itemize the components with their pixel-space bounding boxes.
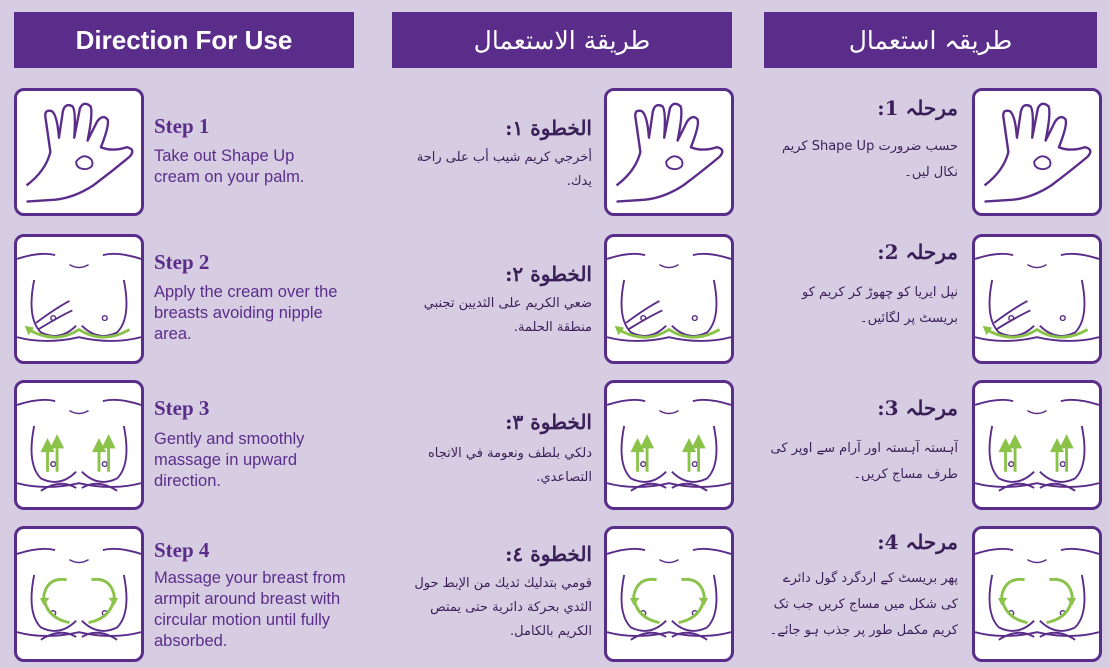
step-1-urdu-title: مرحلہ 1: xyxy=(877,96,958,120)
step-3-urdu-title: مرحلہ 3: xyxy=(877,396,958,420)
arabic-header: طريقة الاستعمال xyxy=(392,12,732,68)
step-2-arabic-text: ضعي الكريم على الثديين تجنبي منطقة الحلمة. xyxy=(423,296,592,335)
english-header: Direction For Use xyxy=(14,12,354,68)
step-2-arabic-icon xyxy=(604,234,734,364)
step-4-text: Massage your breast from armpit around breast with circular motion until fully absorbed. xyxy=(154,569,346,650)
step-2-text: Apply the cream over the breasts avoiding nipple area. xyxy=(154,283,338,343)
step-2-urdu-text: نپل ایریا کو چھوڑ کر کریم کو بریسٹ پر لگائیں۔ xyxy=(802,285,958,326)
step-2-arabic-title: الخطوة ٢: xyxy=(505,262,592,286)
step-2-urdu-icon xyxy=(972,234,1102,364)
step-4-urdu-text: پھر بریسٹ کے اردگرد گول دائرے کی شکل میں مساج کریں جب تک کریم مکمل طور پر جذب ہو جائے۔ xyxy=(769,571,958,638)
step-4-arabic-title: الخطوة ٤: xyxy=(505,542,592,566)
step-3-english-icon xyxy=(14,380,144,510)
step-3-urdu-text: آہستہ آہستہ اور آرام سے اوپر کی طرف مساج کریں۔ xyxy=(770,441,958,482)
step-1-text: Take out Shape Up cream on your palm. xyxy=(154,147,305,186)
step-3-text: Gently and smoothly massage in upward direction. xyxy=(154,430,305,490)
step-2-title: Step 2 xyxy=(154,250,210,274)
step-4-arabic-icon xyxy=(604,526,734,662)
step-1-urdu-icon xyxy=(972,88,1102,216)
step-1-english-icon xyxy=(14,88,144,216)
urdu-header: طریقہ استعمال xyxy=(764,12,1097,68)
step-4-arabic-text: قومي بتدليك ثديك من الإبط حول الثدي بحركة دائرية حتى يمتص الكريم بالكامل. xyxy=(414,576,592,639)
step-2-english-icon xyxy=(14,234,144,364)
step-1-title: Step 1 xyxy=(154,114,210,138)
step-3-arabic-icon xyxy=(604,380,734,510)
step-3-urdu-icon xyxy=(972,380,1102,510)
step-1-arabic-icon xyxy=(604,88,734,216)
step-2-urdu-title: مرحلہ 2: xyxy=(877,240,958,264)
step-3-arabic-text: دلكي بلطف ونعومة في الاتجاه التصاعدي. xyxy=(427,446,592,485)
step-3-title: Step 3 xyxy=(154,396,210,420)
step-1-urdu-text: حسب ضرورت Shape Up کریم نکال لیں۔ xyxy=(781,139,958,180)
step-4-urdu-title: مرحلہ 4: xyxy=(877,530,958,554)
step-4-title: Step 4 xyxy=(154,538,210,562)
step-4-english-icon xyxy=(14,526,144,662)
step-4-urdu-icon xyxy=(972,526,1102,662)
step-3-arabic-title: الخطوة ٣: xyxy=(505,410,592,434)
step-1-arabic-text: أخرجي كريم شيب أب على راحة يدك. xyxy=(416,150,592,189)
step-1-arabic-title: الخطوة ١: xyxy=(505,116,592,140)
